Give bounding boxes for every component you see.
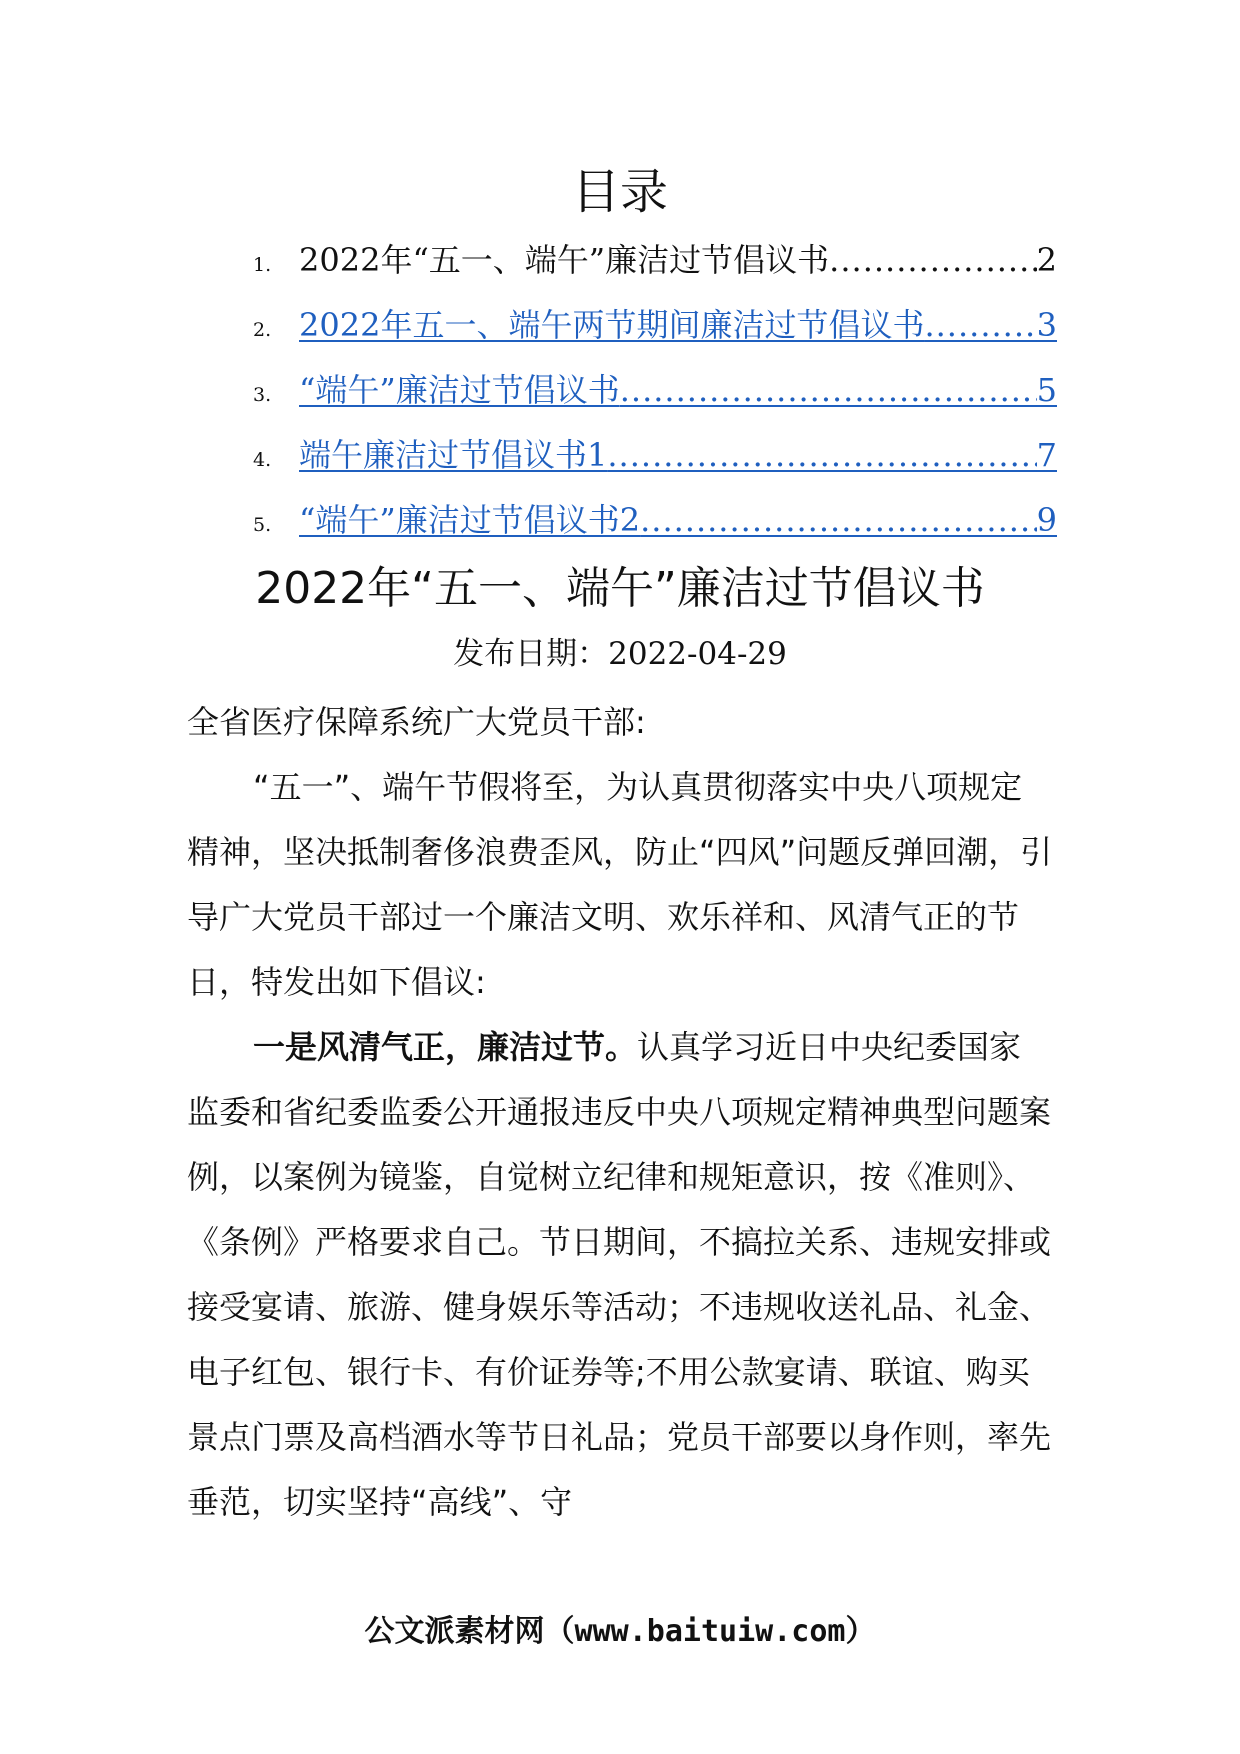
toc-title: 目录 — [571, 164, 668, 220]
toc-link-4[interactable] — [253, 433, 1057, 498]
toc-dot-leader[interactable] — [924, 303, 1036, 347]
toc-entry-title[interactable]: “端午”廉洁过节倡议书2 — [299, 501, 641, 539]
toc-link-3[interactable] — [253, 368, 1057, 433]
paragraph-text: 认真学习近日中央纪委国家监委和省纪委监委公开通报违反中央八项规定精神典型问题案例，以案例为镜鉴，自觉树立纪律和规矩意识，按《准则》、《条例》严格要求自己。节日期间，不搞拉关系、违规安排或接受宴请、旅游、健身娱乐等活动；不违规收送礼品、礼金、电子红包、银行卡、有价证券等;不用公款宴请、联谊、购买景点门票及高档酒水等节日礼品；党员干部要以身作则，率先垂范，切实坚持“高线”、守 — [187, 1028, 1052, 1521]
toc-entry-page: 2 — [1036, 241, 1057, 279]
toc-entry-number: 3. — [253, 384, 272, 406]
toc-entry-number: 4. — [253, 449, 272, 471]
table-of-contents — [253, 238, 1057, 563]
paragraph-intro: “五一”、端午节假将至，为认真贯彻落实中央八项规定精神，坚决抵制奢侈浪费歪风，防止“四风”问题反弹回潮，引导广大党员干部过一个廉洁文明、欢乐祥和、风清气正的节日，特发出如下倡议: — [187, 768, 1053, 1001]
toc-entry-number: 5. — [253, 514, 272, 536]
toc-entry-page[interactable]: 3 — [1036, 306, 1057, 344]
toc-entry-title[interactable]: “端午”廉洁过节倡议书 — [299, 371, 620, 409]
paragraph-point-one — [187, 1015, 1053, 1535]
toc-dot-leader[interactable] — [620, 368, 1037, 412]
toc-entry-title[interactable]: 2022年五一、端午两节期间廉洁过节倡议书 — [299, 306, 925, 344]
toc-dot-leader — [829, 238, 1036, 282]
document-body — [187, 690, 1053, 1535]
toc-entry-1 — [253, 238, 1057, 303]
toc-entry-page[interactable]: 7 — [1036, 436, 1057, 474]
salutation: 全省医疗保障系统广大党员干部: — [187, 703, 646, 741]
toc-dot-leader[interactable] — [640, 498, 1037, 542]
toc-link-5[interactable] — [253, 498, 1057, 563]
publish-date: 发布日期：2022-04-29 — [453, 636, 787, 672]
toc-link-2[interactable] — [253, 303, 1057, 368]
toc-dot-leader[interactable] — [607, 433, 1036, 477]
toc-entry-title[interactable]: 端午廉洁过节倡议书1 — [299, 436, 608, 474]
toc-entry-number: 2. — [253, 319, 272, 341]
toc-entry-page[interactable]: 9 — [1036, 501, 1057, 539]
document-title: 2022年“五一、端午”廉洁过节倡议书 — [255, 563, 985, 614]
footer-watermark: 公文派素材网（www.baituiw.com） — [364, 1614, 876, 1649]
toc-entry-number: 1. — [253, 254, 272, 276]
toc-entry-page[interactable]: 5 — [1036, 371, 1057, 409]
paragraph-lead: 一是风清气正，廉洁过节。 — [253, 1028, 638, 1066]
toc-entry-title: 2022年“五一、端午”廉洁过节倡议书 — [299, 241, 830, 279]
